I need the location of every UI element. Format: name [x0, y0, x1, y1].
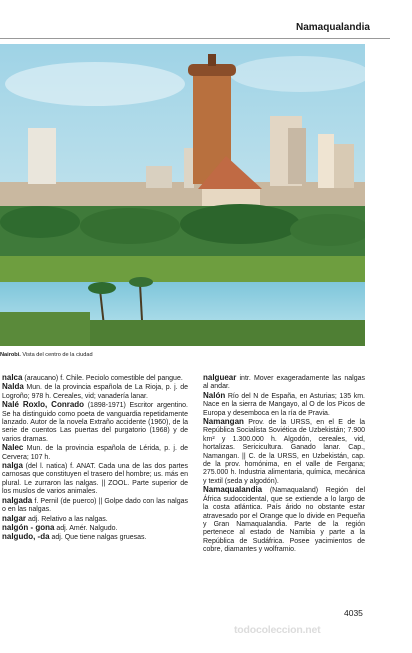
entry [2, 374, 188, 383]
entry-text: Prov. de la URSS, en el E de la República Socialista Soviética de Uzbekistán; 7.900 km² y 1.300.000 h. Algodón, cereales, vid, hortalizas. Sericicultura. Ganado lanar. Cap., Namangan. || C. de la URSS, en Uzbekistán, cap. de la prov. homónima, en el valle de Fergana; 275.000 h. Industria alimentaria, química, mecánica y textil (seda y algodón). [203, 419, 365, 485]
entry-text: adj. Amér. Nalgudo. [54, 524, 118, 532]
entry-text: Río del N de España, en Asturias; 135 km. Nace en la sierra de Mangayo, al O de los Picos de Europa y desemboca en la ría de Pravia. [203, 392, 365, 417]
entry [203, 486, 365, 554]
entry [2, 401, 188, 444]
city-photo [0, 44, 365, 346]
entry-headword: nalgudo, -da [2, 532, 50, 542]
entry-text: Mun. de la provincia española de Lérida, p. j. de Cervera; 107 h. [2, 445, 188, 461]
left-column [2, 374, 188, 543]
entry-text: Mun. de la provincia española de La Rioja, p. j. de Logroño; 978 h. Cereales, vid; vanadería lanar. [2, 384, 188, 400]
entry-text: (Namaqualand) Región del África sudoccidental, que se extiende a lo largo de la costa atlántica. País árido no obstante estar atravesado por el Orange que lo divide en Pequeña y Gran Namaqualandia. Parte de la región pertenece al estado de Namibia y parte a la República de Sudáfrica. Posee yacimientos de cobre, diamantes y wolframio. [203, 487, 365, 554]
entry-text: f. Pernil (de puerco) || Golpe dado con las nalgas o en las nalgas. [2, 497, 188, 514]
photo-caption [0, 352, 93, 358]
entry [2, 383, 188, 401]
entry-headword: nalgada [2, 495, 33, 505]
entry [2, 533, 188, 542]
entry-headword: Nalec [2, 443, 24, 453]
entry-text: (1898-1971) Escritor argentino. Se ha distinguido como poeta de vanguardia repetidamente lanzado. Autor de la novela Extraño accidente (1960), de la serie de cuentos Las puertas del purgatorio (1968) y de varios dramas. [2, 402, 188, 443]
entry-text: intr. Mover exageradamente las nalgas al andar. [203, 375, 365, 391]
entry-headword: nalga [2, 461, 23, 471]
entry-headword: nalguear [203, 373, 237, 382]
entry-headword: Namaqualandia [203, 485, 263, 495]
entry-headword: Nalda [2, 382, 24, 392]
entry-headword: Namangan [203, 417, 244, 427]
entry-headword: Nalón [203, 390, 226, 400]
entry [203, 374, 365, 392]
caption-place: Nairobi. [0, 352, 21, 358]
page-number: 4035 [344, 608, 363, 618]
entry-headword: nalgón - gona [2, 522, 55, 532]
caption-text: Vista del centro de la ciudad [20, 352, 93, 358]
entry-text: (araucano) f. Chile. Peciolo comestible del pangue. [22, 375, 183, 382]
entry-headword: Nalé Roxlo, Conrado [2, 400, 85, 410]
entry [203, 418, 365, 486]
entry-headword: nalca [2, 373, 23, 382]
entry [2, 462, 188, 497]
entry-headword: nalgar [2, 513, 27, 523]
entry [203, 392, 365, 418]
entry-text: (del l. natica) f. ANAT. Cada una de las dos partes carnosas que constituyen el trasero del hombre; us. más en plural. Le zurraron las nalgas. || ZOOL. Parte superior de los muslos de varios animales. [2, 463, 188, 496]
entry-text: adj. Relativo a las nalgas. [26, 515, 108, 523]
entry-text: adj. Que tiene nalgas gruesas. [49, 534, 147, 542]
entry [2, 497, 188, 515]
right-column [203, 374, 365, 555]
running-head: Namaqualandia [296, 22, 370, 33]
watermark: todocoleccion.net [234, 624, 321, 636]
header-rule [0, 38, 390, 39]
entry [2, 444, 188, 462]
